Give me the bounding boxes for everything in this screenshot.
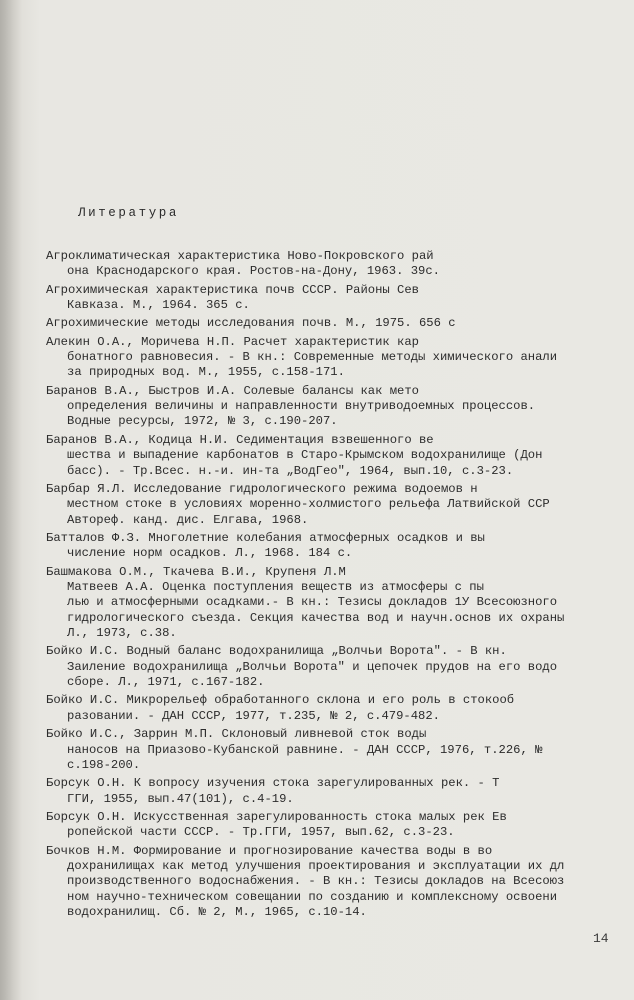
entry-line: Заиление водохранилища „Волчьи Ворота" и цепочек прудов на его водо: [67, 659, 558, 674]
entry-line: она Краснодарского края. Ростов-на-Дону, 1963. 39с.: [67, 264, 440, 279]
entry-line: ГГИ, 1955, вып.47(101), с.4-19.: [67, 791, 294, 806]
entry-line: ном научно-техническом совещании по созданию и комплексному освоени: [67, 889, 558, 904]
bibliography-entry: [46, 565, 634, 642]
entry-line: наносов на Приазово-Кубанской равнине. - ДАН СССР, 1976, т.226, №: [67, 742, 543, 757]
entry-line: местном стоке в условиях моренно-холмистого рельефа Латвийской ССР: [67, 497, 550, 512]
entry-line: Баранов В.А., Кодица Н.И. Седиментация взвешенного ве: [46, 432, 434, 447]
entry-line: шества и выпадение карбонатов в Старо-Крымском водохранилище (Дон: [67, 448, 543, 463]
entry-line: Барбар Я.Л. Исследование гидрологического режима водоемов н: [46, 481, 478, 496]
entry-line: Борсук О.Н. К вопросу изучения стока зарегулированных рек. - Т: [46, 776, 500, 791]
entry-line: гидрологического съезда. Секция качества вод и научн.основ их охраны: [67, 610, 565, 625]
entry-line: Бочков Н.М. Формирование и прогнозирование качества воды в во: [46, 843, 493, 858]
entry-line: басс). - Тр.Всес. н.-и. ин-та „ВодГео", 1964, вып.10, с.3-23.: [67, 463, 514, 478]
bibliography-entry: [46, 727, 634, 773]
entry-line: Автореф. канд. дис. Елгава, 1968.: [67, 512, 309, 527]
entry-line: Агрохимическая характеристика почв СССР. Районы Сев: [46, 282, 419, 297]
entry-line: производственного водоснабжения. - В кн.: Тезисы докладов на Всесоюз: [67, 874, 565, 889]
bibliography-entry: [46, 335, 634, 381]
entry-line: определения величины и направленности внутриводоемных процессов.: [67, 399, 536, 414]
entry-line: с.198-200.: [67, 757, 141, 772]
entry-line: Л., 1973, с.38.: [67, 626, 177, 641]
entry-line: Матвеев А.А. Оценка поступления веществ из атмосферы с пы: [67, 579, 484, 594]
bibliography-entry: [46, 316, 634, 331]
entry-line: Бойко И.С. Водный баланс водохранилища „Волчьи Ворота". - В кн.: [46, 644, 507, 659]
bibliography-entry: [46, 644, 634, 690]
entry-line: Батталов Ф.З. Многолетние колебания атмосферных осадков и вы: [46, 530, 485, 545]
entry-line: Башмакова О.М., Ткачева В.И., Крупеня Л.М: [46, 564, 346, 579]
bibliography-entry: [46, 810, 634, 841]
entry-line: бонатного равновесия. - В кн.: Современные методы химического анали: [67, 350, 558, 365]
entry-line: водохранилищ. Сб. № 2, М., 1965, с.10-14.: [67, 905, 367, 920]
bibliography-entry: [46, 844, 634, 921]
entry-line: ропейской части СССР. - Тр.ГГИ, 1957, вып.62, с.3-23.: [67, 825, 455, 840]
bibliography-entry: [46, 384, 634, 430]
bibliography-entry: [46, 531, 634, 562]
bibliography-entry: [46, 249, 634, 280]
section-heading: Литература: [78, 206, 180, 220]
entry-line: Баранов В.А., Быстров И.А. Солевые балансы как мето: [46, 383, 419, 398]
bibliography-entry: [46, 482, 634, 528]
page-number: 14: [593, 931, 609, 946]
entry-line: Борсук О.Н. Искусственная зарегулированность стока малых рек Ев: [46, 809, 507, 824]
entry-line: числение норм осадков. Л., 1968. 184 с.: [67, 546, 353, 561]
bibliography-entry: [46, 283, 634, 314]
entry-line: Агрохимические методы исследования почв. М., 1975. 656 с: [46, 316, 456, 331]
binding-shadow: [0, 0, 22, 1000]
entry-line: сборе. Л., 1971, с.167-182.: [67, 675, 265, 690]
entry-line: дохранилищах как метод улучшения проектирования и эксплуатации их дл: [67, 858, 565, 873]
entry-line: Агроклиматическая характеристика Ново-Покровского рай: [46, 249, 434, 263]
bibliography-list: [46, 249, 634, 920]
bibliography-entry: [46, 776, 634, 807]
entry-line: Бойко И.С., Заррин М.П. Склоновый ливневой сток воды: [46, 727, 427, 742]
entry-line: Водные ресурсы, 1972, № 3, с.190-207.: [67, 414, 338, 429]
entry-line: Бойко И.С. Микрорельеф обработанного склона и его роль в стокооб: [46, 693, 515, 708]
bibliography-entry: [46, 433, 634, 479]
entry-line: за природных вод. М., 1955, с.158-171.: [67, 365, 345, 380]
bibliography-entry: [46, 693, 634, 724]
entry-line: Кавказа. М., 1964. 365 с.: [67, 298, 250, 313]
entry-line: лью и атмосферными осадками.- В кн.: Тезисы докладов 1У Всесоюзного: [67, 595, 558, 610]
entry-line: разовании. - ДАН СССР, 1977, т.235, № 2, с.479-482.: [67, 708, 440, 723]
entry-line: Алекин О.А., Моричева Н.П. Расчет характеристик кар: [46, 334, 419, 349]
